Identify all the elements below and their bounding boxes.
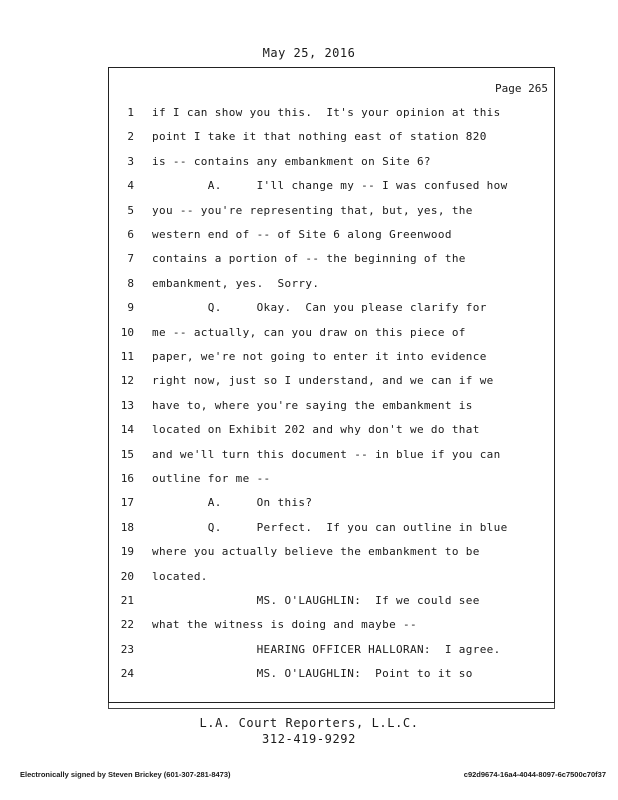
transcript-line: have to, where you're saying the embankment is: [152, 398, 473, 412]
line-number: 12: [120, 374, 134, 388]
footer-company: L.A. Court Reporters, L.L.C.: [199, 716, 419, 730]
transcript-line: located.: [152, 569, 208, 583]
line-number: 7: [127, 252, 134, 266]
transcript-line: embankment, yes. Sorry.: [152, 276, 320, 290]
footer-phone: 312-419-9292: [262, 732, 356, 746]
transcript-line: is -- contains any embankment on Site 6?: [152, 154, 431, 168]
transcript-line: and we'll turn this document -- in blue if you can: [152, 447, 501, 461]
line-number: 2: [127, 130, 134, 144]
line-number: 24: [120, 667, 134, 681]
transcript-line: me -- actually, can you draw on this piece of: [152, 325, 466, 339]
line-number: 19: [120, 545, 134, 559]
transcript-line: point I take it that nothing east of station 820: [152, 130, 487, 144]
transcript-line: Q. Okay. Can you please clarify for: [152, 301, 487, 315]
transcript-line: right now, just so I understand, and we can if we: [152, 374, 494, 388]
transcript-line: HEARING OFFICER HALLORAN: I agree.: [152, 642, 501, 656]
line-number: 6: [127, 228, 134, 241]
line-number: 4: [127, 179, 134, 193]
line-number: 15: [120, 447, 134, 461]
transcript-line: outline for me --: [152, 472, 271, 485]
line-number: 22: [120, 618, 134, 632]
line-number: 1: [127, 106, 134, 119]
transcript-date: May 25, 2016: [262, 46, 356, 60]
line-number: 3: [127, 154, 134, 168]
transcript-line: what the witness is doing and maybe --: [152, 618, 417, 632]
line-number: 21: [120, 594, 134, 607]
transcript-line: paper, we're not going to enter it into evidence: [152, 350, 487, 363]
transcript-line: A. I'll change my -- I was confused how: [152, 179, 508, 193]
line-number: 23: [120, 642, 134, 656]
line-number: 18: [120, 520, 134, 534]
line-number: 5: [127, 203, 134, 217]
transcript-line: located on Exhibit 202 and why don't we do that: [152, 423, 480, 437]
frame-bottom-rule: [108, 703, 555, 709]
transcript-line: western end of -- of Site 6 along Greenwood: [152, 228, 452, 241]
page-number: Page 265: [495, 82, 548, 95]
transcript-line: if I can show you this. It's your opinion at this: [152, 106, 501, 119]
line-number: 9: [127, 301, 134, 315]
line-number: 17: [120, 496, 134, 510]
signature-right: c92d9674-16a4-4044-8097-6c7500c70f37: [463, 770, 606, 779]
transcript-line: contains a portion of -- the beginning of the: [152, 252, 466, 266]
line-number: 10: [120, 325, 134, 339]
line-number: 20: [120, 569, 134, 583]
line-number: 14: [120, 423, 134, 437]
transcript-line: where you actually believe the embankment to be: [152, 545, 480, 559]
line-number: 11: [120, 350, 134, 363]
signature-left: Electronically signed by Steven Brickey (601-307-281-8473): [20, 770, 231, 779]
line-number: 13: [120, 398, 134, 412]
transcript-line: A. On this?: [152, 496, 313, 510]
transcript-line: MS. O'LAUGHLIN: Point to it so: [152, 667, 473, 681]
transcript-line: Q. Perfect. If you can outline in blue: [152, 520, 508, 534]
line-number: 8: [127, 276, 134, 290]
transcript-line: you -- you're representing that, but, yes, the: [152, 203, 473, 217]
transcript-line: MS. O'LAUGHLIN: If we could see: [152, 594, 480, 607]
line-number: 16: [120, 472, 134, 485]
